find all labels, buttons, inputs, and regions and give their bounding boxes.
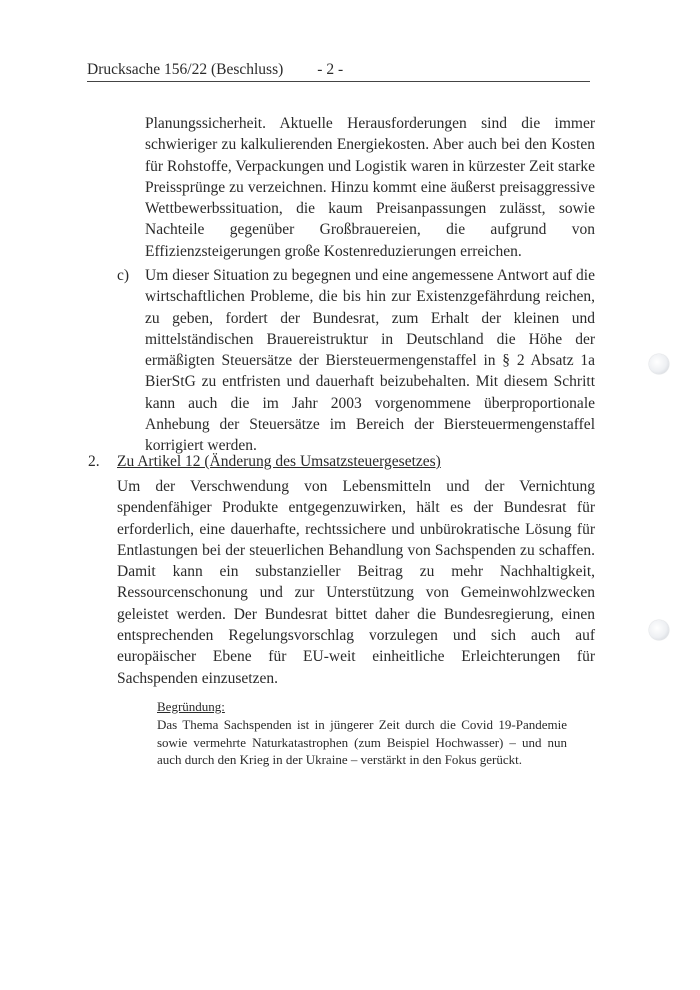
page-number: - 2 - (317, 61, 344, 78)
begruendung-heading: Begründung: (157, 699, 225, 714)
item-2-paragraph: Um der Verschwendung von Lebensmitteln und der Vernichtung spendenfähiger Produkte entgegenzuwirken, hält es der Bundesrat für erforderlich, eine dauerhafte, rechtssichere und unbürokratische Lösung für Entlastungen bei der steuerlichen Behandlung von Sachspenden zu schaffen. Damit kann ein substanzieller Beitrag zu mehr Nachhaltigkeit, Ressourcenschonung und zur Unterstützung von Gemeinwohlzwecken geleistet werden. Der Bundesrat bittet daher die Bundesregierung, einen entsprechenden Regelungsvorschlag vorzulegen und sich auch auf europäischer Ebene für EU-weit einheitliche Erleichterungen für Sachspenden einzusetzen. (117, 478, 595, 687)
item-2-title: Zu Artikel 12 (Änderung des Umsatzsteuergesetzes) (117, 453, 441, 470)
punch-hole-icon (649, 354, 669, 374)
page-header (87, 60, 590, 82)
punch-hole-icon (649, 620, 669, 640)
item-2-number: 2. (88, 453, 100, 470)
item-c-paragraph: Um dieser Situation zu begegnen und eine angemessene Antwort auf die wirtschaftlichen Probleme, die bis hin zur Existenzgefährdung reichen, zu geben, fordert der Bundesrat, zum Erhalt der kleinen und mittelständischen Brauereistruktur in Deutschland die Höhe der ermäßigten Steuersätze der Biersteuermengenstaffel in § 2 Absatz 1a BierStG zu entfristen und dauerhaft beizubehalten. Mit diesem Schritt kann auch die im Jahr 2003 vorgenommene überproportionale Anhebung der Steuersätze im Bereich der Biersteuermengenstaffel korrigiert werden. (145, 267, 595, 455)
item-c-label: c) (117, 267, 130, 284)
continued-paragraph: Planungssicherheit. Aktuelle Herausforderungen sind die immer schwieriger zu kalkulierenden Energiekosten. Aber auch bei den Kosten für Rohstoffe, Verpackungen und Logistik waren in kürzester Zeit starke Preissprünge zu verzeichnen. Hinzu kommt eine äußerst preisaggressive Wettbewerbssituation, die kaum Preisanpassungen zulässt, sowie Nachteile gegenüber Großbrauereien, die aufgrund von Effizienzsteigerungen große Kostenreduzierungen erreichen. (145, 115, 595, 260)
document-reference: Drucksache 156/22 (Beschluss) (87, 61, 284, 78)
begruendung-paragraph: Das Thema Sachspenden ist in jüngerer Zeit durch die Covid 19-Pandemie sowie vermehrte Naturkatastrophen (zum Beispiel Hochwasser) – und nun auch durch den Krieg in der Ukraine – verstärkt in den Fokus gerückt. (157, 717, 567, 767)
